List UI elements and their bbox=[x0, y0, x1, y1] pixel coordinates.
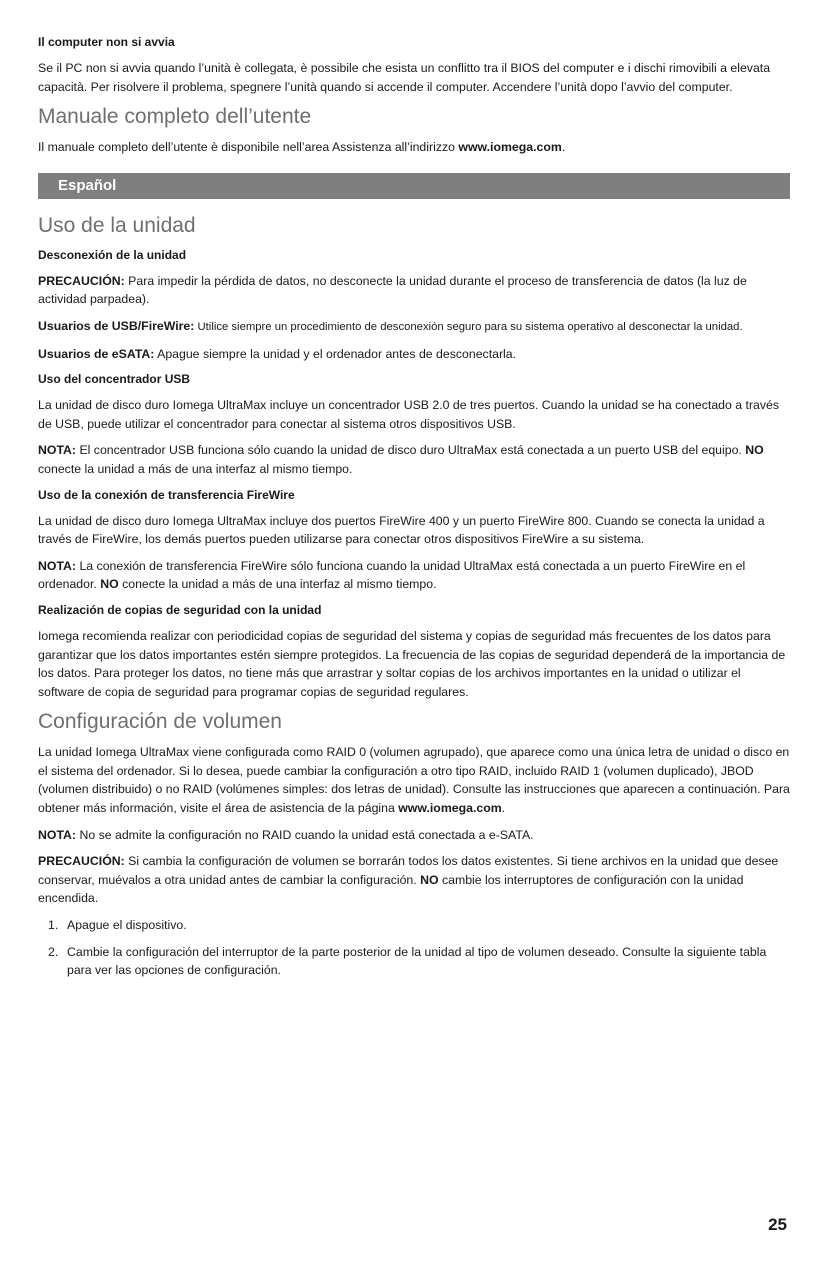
page-content bbox=[38, 34, 790, 988]
steps-list bbox=[38, 916, 790, 980]
backup-text: Iomega recomienda realizar con periodicidad copias de seguridad del sistema y copias de seguridad más frecuentes de los datos para garantizar que los datos importantes estén siempre protegidos. La frecuencia de las copias de seguridad dependerá de la importancia de los datos. Para proteger los datos, no tiene más que arrastrar y soltar copias de los archivos importantes en la unidad o utilizar el software de copia de seguridad para programar copias de seguridad regulares. bbox=[38, 628, 786, 699]
hub-text: La unidad de disco duro Iomega UltraMax incluye un concentrador USB 2.0 de tres puertos. Cuando la unidad se ha conectado a través de USB, puede utilizar el concentrador para conectar al sistema otros dispositivos USB. bbox=[38, 398, 780, 431]
volume-title: Configuración de volumen bbox=[38, 710, 282, 734]
volume-text: La unidad Iomega UltraMax viene configurada como RAID 0 (volumen agrupado), que aparece como una única letra de unidad o disco en el sistema del ordenador. Si lo desea, puede cambiar la configuración a otro tipo RAID, incluido RAID 1 (volumen duplicado), JBOD (volumen distribuido) o no RAID (volúmenes simples: dos letras de unidad). Consulte las instrucciones que aparecen a continuación. Para obtener más información, visite el área de asistencia de la página www.iomega.com. bbox=[38, 745, 790, 816]
page-number: 25 bbox=[768, 1215, 787, 1234]
manual-text: Il manuale completo dell’utente è disponibile nell’area Assistenza all’indirizzo www.iomega.com. bbox=[38, 140, 566, 155]
caution-2: PRECAUCIÓN: Si cambia la configuración de volumen se borrarán todos los datos existentes. Si tiene archivos en la unidad que desee conservar, muévalos a otra unidad antes de cambiar la configuración. NO cambie los interruptores de configuración con la unidad encendida. bbox=[38, 854, 779, 906]
firewire-text: La unidad de disco duro Iomega UltraMax incluye dos puertos FireWire 400 y un puerto FireWire 800. Cuando se conecta la unidad a través de FireWire, los demás puertos pueden utilizarse para conectar otros dispositivos FireWire a su sistema. bbox=[38, 513, 765, 547]
esata-users-note: Usuarios de eSATA: Apague siempre la unidad y el ordenador antes de desconectarla. bbox=[38, 346, 517, 361]
note-1: NOTA: El concentrador USB funciona sólo cuando la unidad de disco duro UltraMax está conectada a un puerto USB del equipo. NO conecte la unidad a más de una interfaz al mismo tiempo. bbox=[38, 443, 764, 476]
volume-link[interactable]: www.iomega.com bbox=[398, 801, 502, 816]
manual-link[interactable]: www.iomega.com bbox=[458, 140, 562, 155]
list-item: 1. Apague el dispositivo. bbox=[48, 918, 187, 933]
firewire-heading: Uso de la conexión de transferencia FireWire bbox=[38, 487, 295, 502]
use-title: Uso de la unidad bbox=[38, 213, 196, 237]
hub-heading: Uso del concentrador USB bbox=[38, 372, 191, 387]
note-2: NOTA: La conexión de transferencia FireWire sólo funciona cuando la unidad UltraMax está conectada a un puerto FireWire en el ordenador. NO conecte la unidad a más de una interfaz al mismo tiempo. bbox=[38, 558, 746, 592]
disconnect-heading: Desconexión de la unidad bbox=[38, 247, 187, 262]
language-banner: Español bbox=[38, 173, 790, 199]
usb-users-note: Usuarios de USB/FireWire: Utilice siempre un procedimiento de desconexión seguro para su sistema operativo al desconectar la unidad. bbox=[38, 318, 743, 333]
list-item: 2. Cambie la configuración del interruptor de la parte posterior de la unidad al tipo de volumen deseado. Consulte la siguiente tabla para ver las opciones de configuración. bbox=[48, 944, 767, 978]
manual-title: Manuale completo dell’utente bbox=[38, 105, 312, 129]
startup-text: Se il PC non si avvia quando l’unità è collegata, è possibile che esista un conflitto tra il BIOS del computer e i dischi rimovibili a elevata capacità. Per risolvere il problema, spegnere l’unità quando si accende il computer. Accendere l’unità dopo l’avvio del computer. bbox=[38, 61, 771, 94]
caution-1: PRECAUCIÓN: Para impedir la pérdida de datos, no desconecte la unidad durante el proceso de transferencia de datos (la luz de actividad parpadea). bbox=[38, 273, 747, 307]
note-3: NOTA: No se admite la configuración no RAID cuando la unidad está conectada a e-SATA. bbox=[38, 827, 534, 842]
backup-heading: Realización de copias de seguridad con la unidad bbox=[38, 602, 322, 617]
startup-heading: Il computer non si avvia bbox=[38, 35, 175, 49]
